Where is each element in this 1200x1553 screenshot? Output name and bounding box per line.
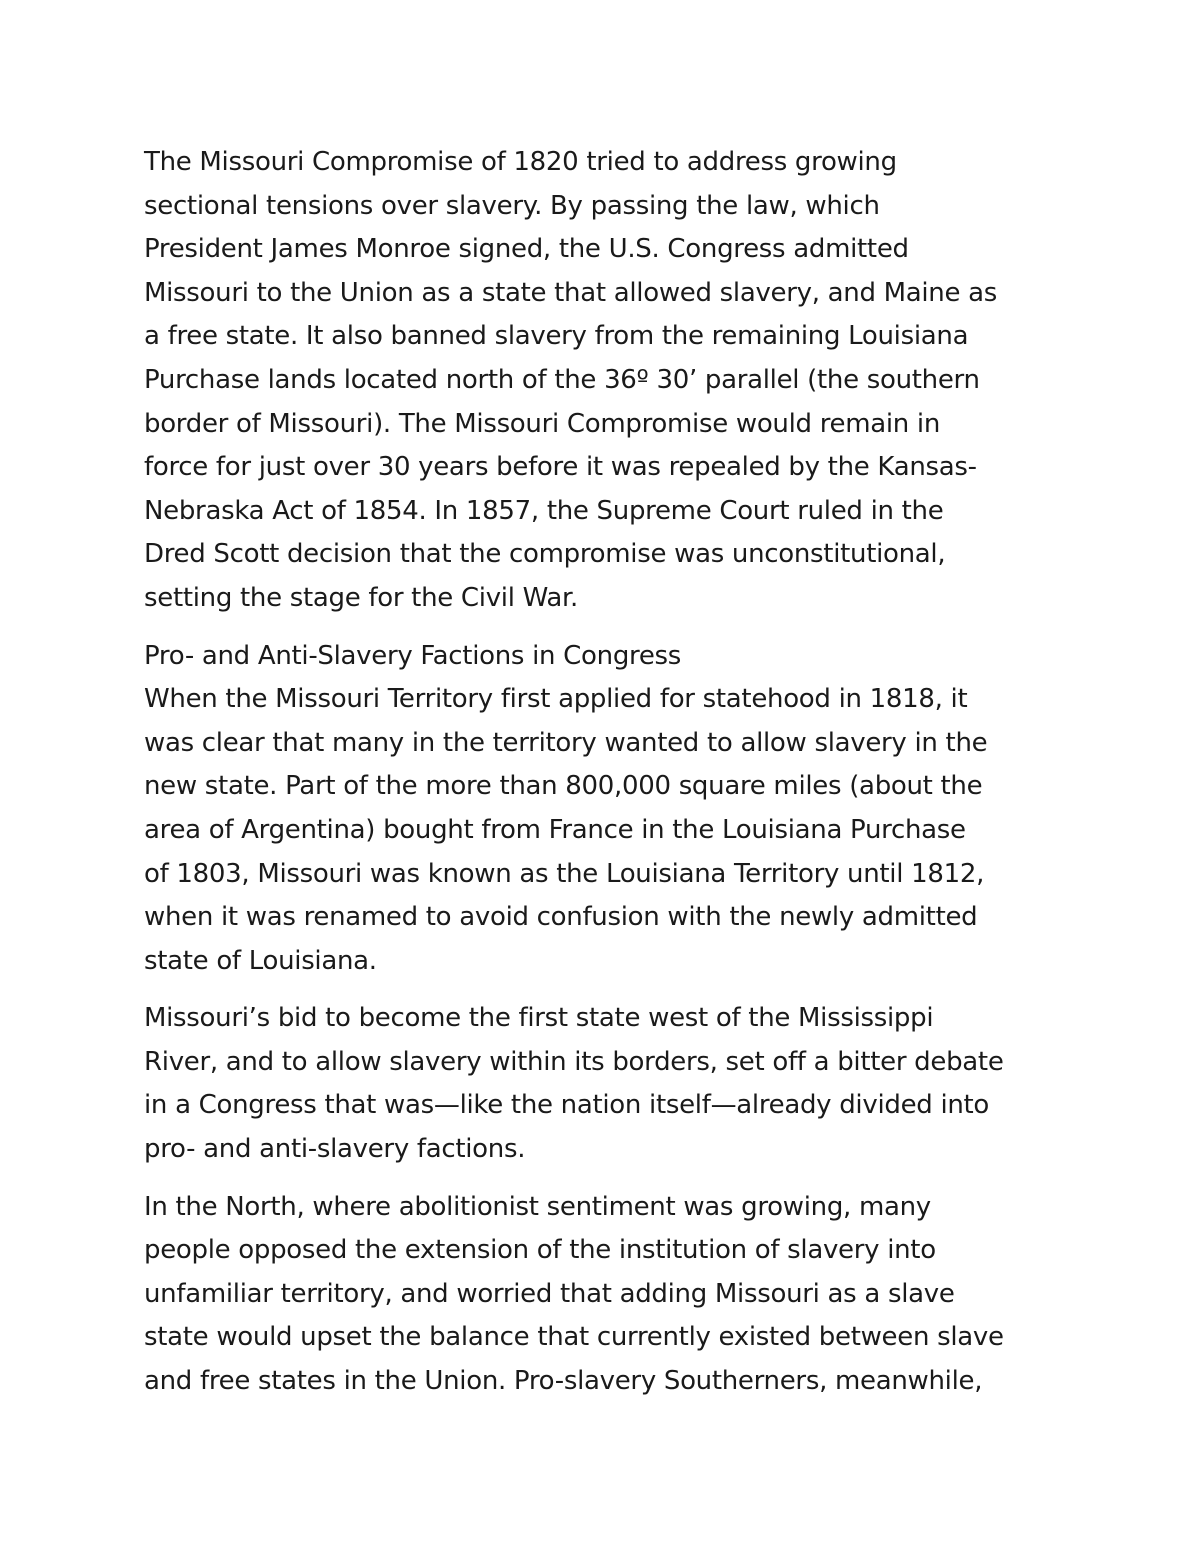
text-line: Purchase lands located north of the 36º 30’ parallel (the southern — [144, 364, 980, 395]
text-line: state would upset the balance that currently existed between slave — [144, 1322, 1004, 1353]
text-line: new state. Part of the more than 800,000 square miles (about the — [144, 771, 983, 802]
text-line: and free states in the Union. Pro-slavery Southerners, meanwhile, — [144, 1366, 983, 1397]
text-line: pro- and anti-slavery factions. — [144, 1134, 526, 1165]
text-line: of 1803, Missouri was known as the Louisiana Territory until 1812, — [144, 858, 985, 889]
text-line: sectional tensions over slavery. By passing the law, which — [144, 190, 880, 221]
text-line: Missouri’s bid to become the first state west of the Mississippi — [144, 1003, 934, 1034]
text-line: was clear that many in the territory wanted to allow slavery in the — [144, 727, 988, 758]
text-line: when it was renamed to avoid confusion with the newly admitted — [144, 902, 978, 933]
paragraph-territory — [144, 678, 1056, 983]
paragraph-spacer — [144, 1172, 1056, 1186]
text-line: area of Argentina) bought from France in the Louisiana Purchase — [144, 814, 966, 845]
paragraph-spacer — [144, 621, 1056, 635]
text-line: Nebraska Act of 1854. In 1857, the Supreme Court ruled in the — [144, 495, 944, 526]
text-line: a free state. It also banned slavery from the remaining Louisiana — [144, 321, 969, 352]
text-line: President James Monroe signed, the U.S. Congress admitted — [144, 234, 909, 265]
text-line: River, and to allow slavery within its borders, set off a bitter debate — [144, 1046, 1004, 1077]
paragraph-north — [144, 1186, 1056, 1404]
paragraph-spacer — [144, 983, 1056, 997]
text-line: The Missouri Compromise of 1820 tried to address growing — [144, 147, 897, 177]
paragraph-bid — [144, 997, 1056, 1171]
text-line: setting the stage for the Civil War. — [144, 582, 578, 613]
paragraph-intro — [144, 141, 1056, 621]
text-line: people opposed the extension of the institution of slavery into — [144, 1235, 936, 1266]
text-line: Missouri to the Union as a state that allowed slavery, and Maine as — [144, 277, 998, 308]
text-line: In the North, where abolitionist sentiment was growing, many — [144, 1191, 931, 1222]
document-body — [144, 141, 1056, 1404]
text-line: unfamiliar territory, and worried that adding Missouri as a slave — [144, 1278, 955, 1309]
text-line: force for just over 30 years before it was repealed by the Kansas- — [144, 452, 977, 483]
text-line: in a Congress that was—like the nation itself—already divided into — [144, 1090, 990, 1121]
section-heading: Pro- and Anti-Slavery Factions in Congress — [144, 640, 682, 671]
text-line: Dred Scott decision that the compromise was unconstitutional, — [144, 539, 946, 570]
text-line: state of Louisiana. — [144, 945, 377, 976]
text-line: border of Missouri). The Missouri Compromise would remain in — [144, 408, 941, 439]
text-line: When the Missouri Territory first applied for statehood in 1818, it — [144, 684, 968, 715]
